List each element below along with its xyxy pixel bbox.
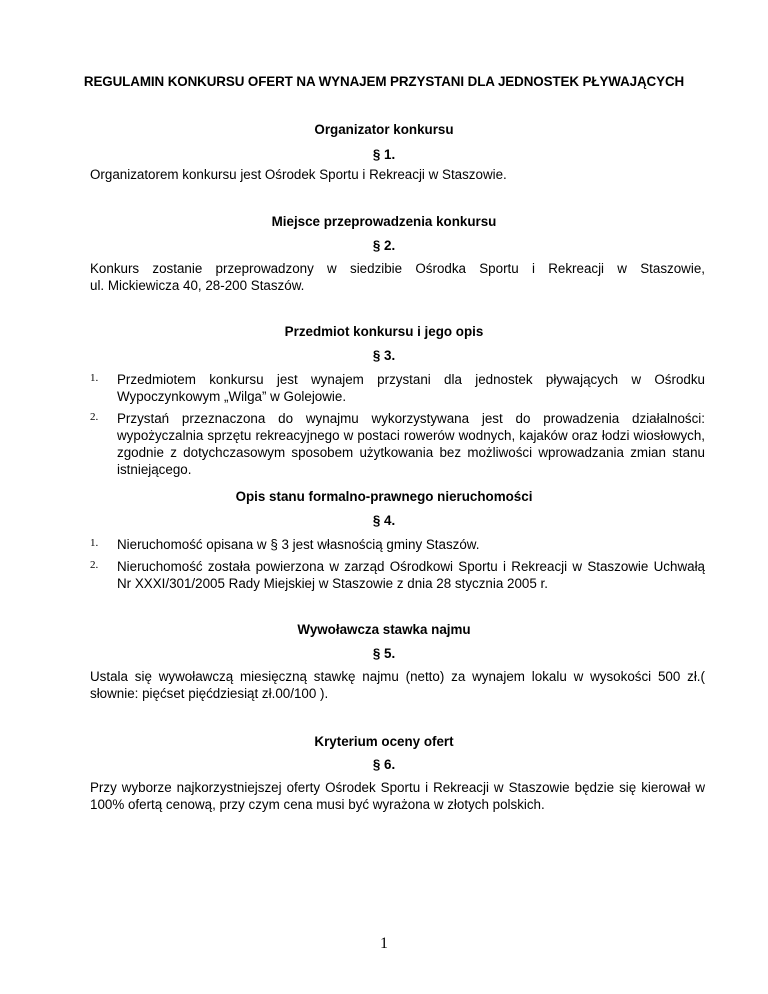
section-1-text: Organizatorem konkursu jest Ośrodek Sportu i Rekreacji w Staszowie. xyxy=(90,167,507,182)
section-5-paragraph-number: § 5. xyxy=(372,646,396,661)
list-item-text: Przedmiotem konkursu jest wynajem przystani dla jednostek pływających w Ośrodku Wypoczynkowym „Wilga” w Golejowie. xyxy=(117,372,705,404)
section-1-paragraph-number: § 1. xyxy=(372,147,396,162)
section-1-heading: Organizator konkursu xyxy=(314,122,454,137)
section-6-paragraph-number: § 6. xyxy=(372,757,396,772)
list-item-number: 1. xyxy=(90,372,99,384)
section-3-paragraph-number: § 3. xyxy=(372,348,396,363)
section-5-heading: Wywoławcza stawka najmu xyxy=(297,622,471,637)
section-2-heading: Miejsce przeprowadzenia konkursu xyxy=(271,214,497,229)
list-item-text: Nieruchomość opisana w § 3 jest własnością gminy Staszów. xyxy=(117,537,480,552)
section-6-heading: Kryterium oceny ofert xyxy=(314,734,454,749)
list-item-number: 1. xyxy=(90,537,99,549)
section-5-text: Ustala się wywoławczą miesięczną stawkę najmu (netto) za wynajem lokalu w wysokości 500 zł.( słownie: pięćset pięćdziesiąt zł.00/100 ). xyxy=(90,669,705,701)
list-item-number: 2. xyxy=(90,411,99,423)
page-number: 1 xyxy=(380,935,388,952)
list-item-text: Nieruchomość została powierzona w zarząd Ośrodkowi Sportu i Rekreacji w Staszowie Uchwałą Nr XXXI/301/2005 Rady Miejskiej w Staszowie z dnia 28 stycznia 2005 r. xyxy=(117,559,705,591)
section-2-text-line-1: Konkurs zostanie przeprowadzony w siedzibie Ośrodka Sportu i Rekreacji w Staszowie, xyxy=(90,261,705,276)
list-item-text: Przystań przeznaczona do wynajmu wykorzystywana jest do prowadzenia działalności: wypożyczalnia sprzętu rekreacyjnego w postaci rowerów wodnych, kajaków oraz łodzi wiosłowych, zgodnie z dotychczasowym sposobem użytkowania bez możliwości wprowadzania zmian stanu istniejącego. xyxy=(117,411,705,477)
list-item-number: 2. xyxy=(90,559,99,571)
section-2-paragraph-number: § 2. xyxy=(372,238,396,253)
document-title: REGULAMIN KONKURSU OFERT NA WYNAJEM PRZYSTANI DLA JEDNOSTEK PŁYWAJĄCYCH xyxy=(83,74,685,89)
section-3-heading: Przedmiot konkursu i jego opis xyxy=(284,324,484,339)
section-6-text: Przy wyborze najkorzystniejszej oferty Ośrodek Sportu i Rekreacji w Staszowie będzie się kierował w 100% ofertą cenową, przy czym cena musi być wyrażona w złotych polskich. xyxy=(90,780,705,812)
section-4-paragraph-number: § 4. xyxy=(372,513,396,528)
section-4-heading: Opis stanu formalno-prawnego nieruchomości xyxy=(235,489,533,504)
section-2-text-line-2: ul. Mickiewicza 40, 28-200 Staszów. xyxy=(90,278,305,293)
